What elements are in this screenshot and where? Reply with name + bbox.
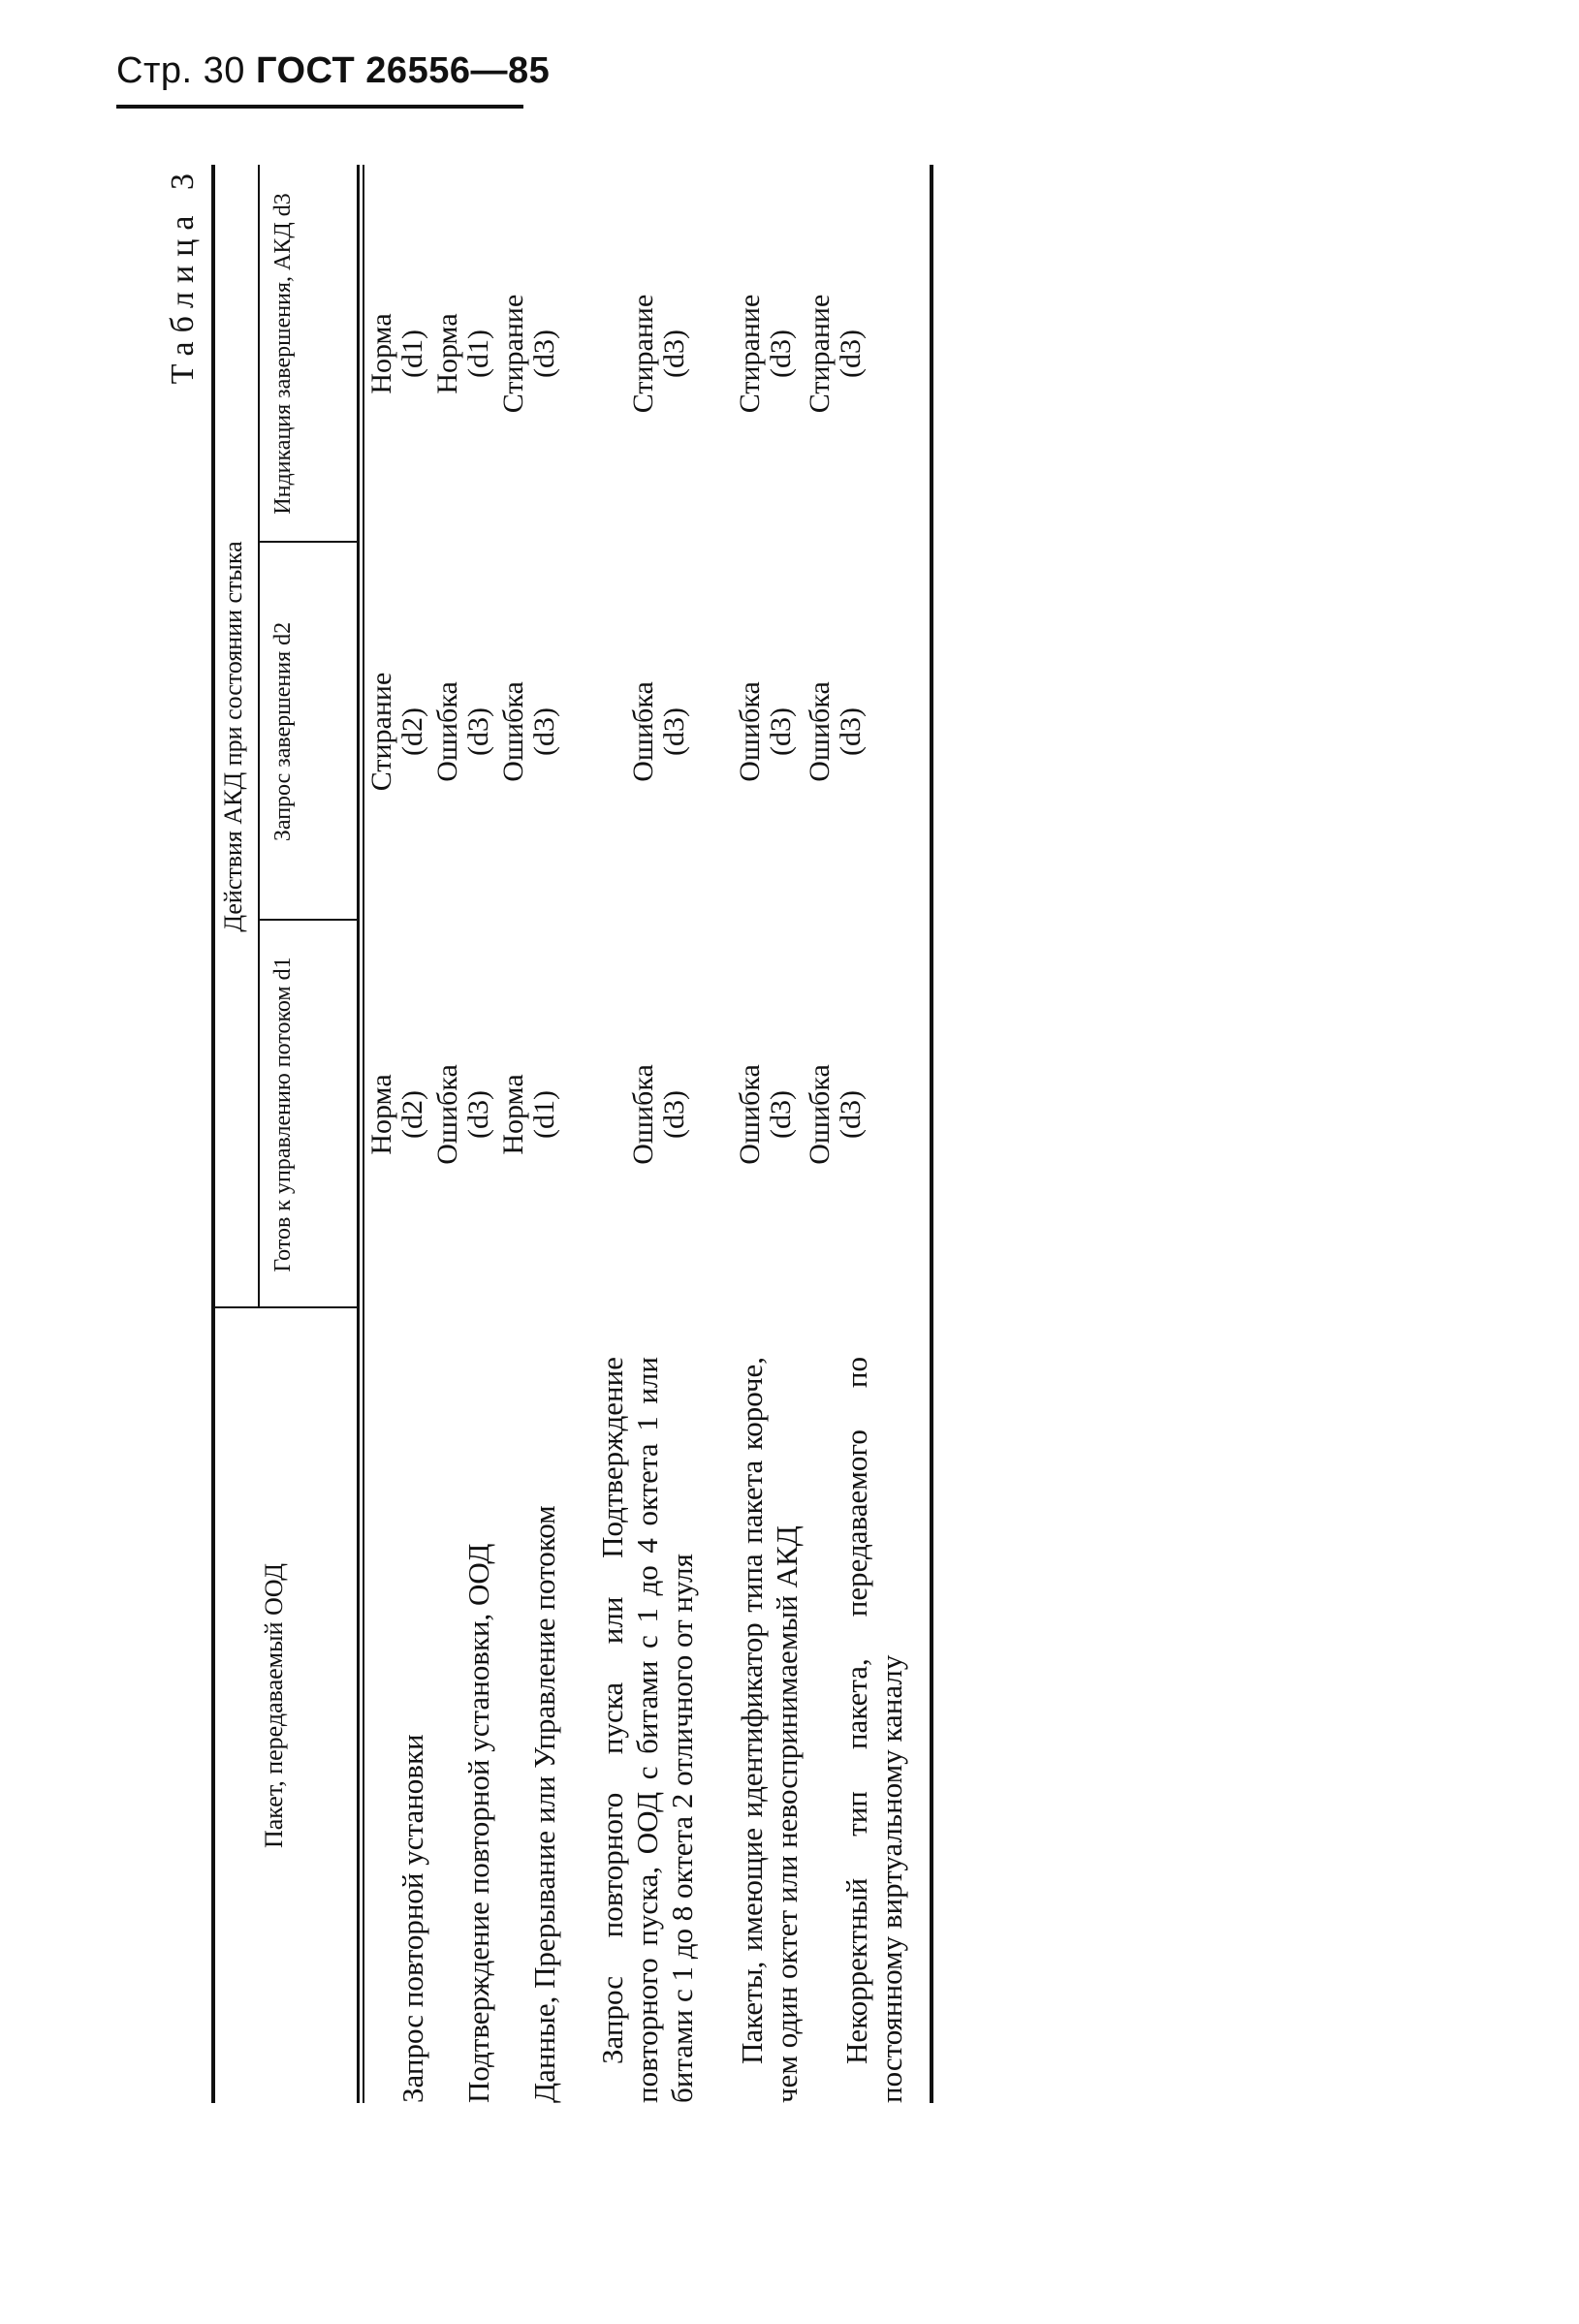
row-4-d1	[628, 930, 690, 1299]
col-header-group: Действия АКД при состоянии стыка	[219, 541, 247, 932]
table-grid	[211, 165, 933, 2103]
row-5-d3	[735, 174, 797, 533]
row-5-d2-code: (d3)	[765, 707, 797, 756]
row-4-packet: Запрос повторного пуска или Подтверждение повторного пуска, ООД с битами с 1 до 4 октета 1 или битами с 1 до 8 октета 2 отличного от нуля	[595, 1357, 699, 2103]
col-header-d3: Индикация завершения, АКД d3	[270, 193, 296, 515]
row-3-d1	[498, 930, 560, 1299]
row-6-d1-code: (d3)	[835, 1090, 867, 1139]
header-rule	[116, 105, 523, 109]
row-6-d1	[805, 930, 867, 1299]
header-separator-2	[363, 165, 364, 2103]
row-4-d2	[628, 552, 690, 911]
row-3-d2	[498, 552, 560, 911]
col-sep-d2	[258, 541, 357, 543]
row-4-d2-value: Ошибка	[627, 681, 659, 782]
group-rule	[258, 165, 260, 1308]
row-6-d2-value: Ошибка	[804, 681, 836, 782]
header-separator	[357, 165, 360, 2103]
row-4-d3-value: Стирание	[627, 294, 659, 414]
row-1-d2-code: (d2)	[396, 707, 428, 756]
row-3-d2-value: Ошибка	[497, 681, 529, 782]
row-6-d3	[805, 174, 867, 533]
row-2-d3	[432, 174, 494, 533]
row-2-d1-code: (d3)	[462, 1090, 494, 1139]
row-3-d1-code: (d1)	[528, 1090, 560, 1139]
row-4-d3-code: (d3)	[658, 330, 690, 378]
row-2-d3-code: (d1)	[462, 330, 494, 378]
col-sep-d1	[258, 919, 357, 921]
row-4-d2-code: (d3)	[658, 707, 690, 756]
row-2-d2-code: (d3)	[462, 707, 494, 756]
row-1-d3-value: Норма	[365, 313, 397, 394]
row-5-d1-code: (d3)	[765, 1090, 797, 1139]
col-header-d1: Готов к управлению потоком d1	[270, 957, 296, 1272]
row-3-d3-code: (d3)	[528, 330, 560, 378]
row-1-d1-code: (d2)	[396, 1090, 428, 1139]
row-1-d2-value: Стирание	[365, 672, 397, 792]
row-2-d2	[432, 552, 494, 911]
row-5-d1	[735, 930, 797, 1299]
rotated-table-container	[165, 165, 940, 2103]
row-3-d1-value: Норма	[497, 1074, 529, 1155]
row-6-d1-value: Ошибка	[804, 1064, 836, 1165]
row-2-d3-value: Норма	[431, 313, 463, 394]
table-title: Таблица 3	[165, 165, 201, 385]
row-5-d3-value: Стирание	[734, 294, 766, 414]
table-top-rule	[211, 165, 215, 2103]
page-header	[116, 50, 550, 92]
row-6-d2-code: (d3)	[835, 707, 867, 756]
standard-number: ГОСТ 26556—85	[255, 50, 551, 91]
row-1-d3	[366, 174, 428, 533]
row-1-d1	[366, 930, 428, 1299]
row-3-d3-value: Стирание	[497, 294, 529, 414]
row-1-packet: Запрос повторной установки	[395, 1734, 429, 2103]
table-bottom-rule	[930, 165, 933, 2103]
row-6-d3-code: (d3)	[835, 330, 867, 378]
row-6-d3-value: Стирание	[804, 294, 836, 414]
row-5-packet: Пакеты, имеющие идентификатор типа пакета короче, чем один октет или невоспринимаемый АКД	[735, 1357, 804, 2103]
row-6-d2	[805, 552, 867, 911]
row-3-d2-code: (d3)	[528, 707, 560, 756]
row-2-d2-value: Ошибка	[431, 681, 463, 782]
row-5-d2-value: Ошибка	[734, 681, 766, 782]
row-1-d2	[366, 552, 428, 911]
row-2-d1-value: Ошибка	[431, 1064, 463, 1165]
row-5-d1-value: Ошибка	[734, 1064, 766, 1165]
row-3-d3	[498, 174, 560, 533]
col-header-packet: Пакет, передаваемый ООД	[260, 1563, 288, 1849]
page-label: Стр. 30	[116, 50, 245, 91]
col-header-d2: Запрос завершения d2	[270, 621, 296, 842]
row-2-packet: Подтверждение повторной установки, ООД	[461, 1543, 495, 2103]
row-4-d1-code: (d3)	[658, 1090, 690, 1139]
row-1-d1-value: Норма	[365, 1074, 397, 1155]
row-4-d1-value: Ошибка	[627, 1064, 659, 1165]
row-4-d3	[628, 174, 690, 533]
row-5-d3-code: (d3)	[765, 330, 797, 378]
row-5-d2	[735, 552, 797, 911]
row-1-d3-code: (d1)	[396, 330, 428, 378]
row-6-packet: Некорректный тип пакета, передаваемого по постоянному виртуальному каналу	[839, 1357, 908, 2103]
row-2-d1	[432, 930, 494, 1299]
row-3-packet: Данные, Прерывание или Управление потоком	[527, 1505, 561, 2103]
